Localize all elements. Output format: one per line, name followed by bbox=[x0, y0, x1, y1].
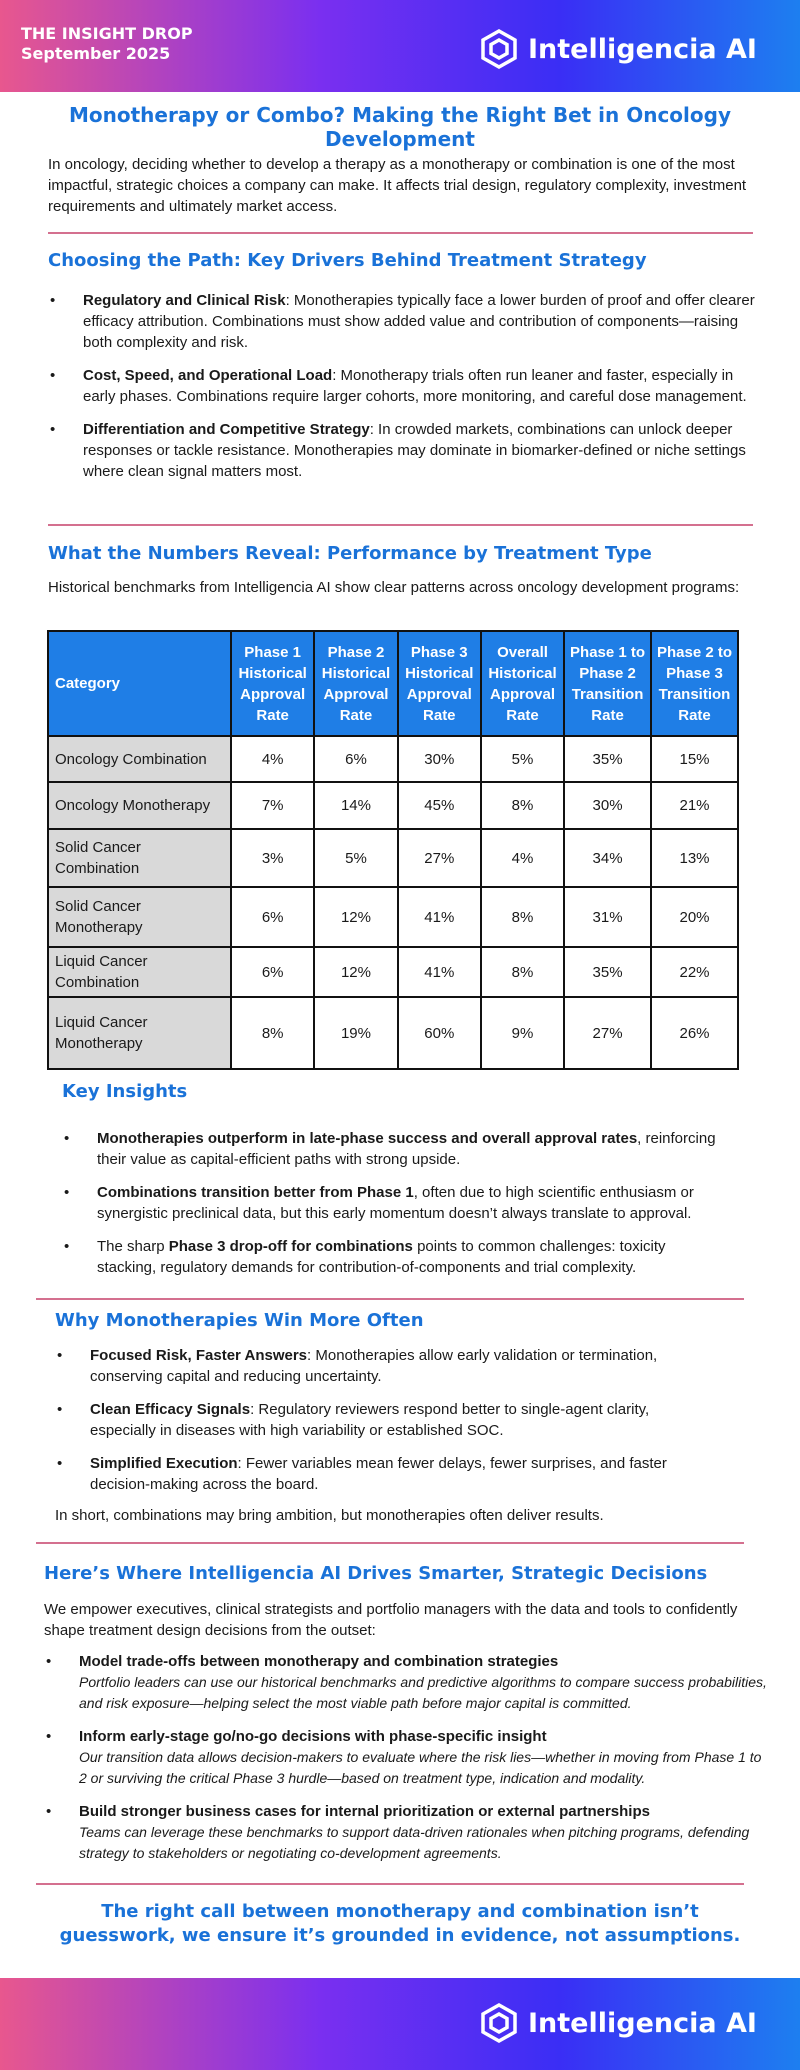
list-item: • Build stronger business cases for internal prioritization or external partnerships Teams can leverage these benchmarks to support data-driven rationales when pitching programs, defending strategy to stakeholders or negotiating co-development agreements. bbox=[46, 1803, 750, 1861]
list-item: • Clean Efficacy Signals: Regulatory reviewers respond better to single-agent clarity, especially in diseases with high variability or established SOC. bbox=[57, 1401, 650, 1439]
insights-list bbox=[62, 1128, 722, 1278]
table-cell: 8% bbox=[481, 947, 564, 997]
hexagon-logo-icon bbox=[478, 28, 520, 70]
table-cell: 41% bbox=[398, 887, 481, 947]
table-cell: 8% bbox=[481, 782, 564, 829]
page-title: Monotherapy or Combo? Making the Right Bet in Oncology Development bbox=[68, 103, 731, 151]
list-item: • Focused Risk, Faster Answers: Monotherapies allow early validation or termination, conserving capital and reducing uncertainty. bbox=[57, 1347, 658, 1385]
bullet-icon: • bbox=[64, 1238, 70, 1255]
drivers-list bbox=[48, 290, 758, 482]
table-cell: 4% bbox=[481, 829, 564, 887]
column-header: Phase 3 Historical Approval Rate bbox=[398, 631, 481, 736]
numbers-intro: Historical benchmarks from Intelligencia AI show clear patterns across oncology development programs: bbox=[48, 579, 740, 596]
row-category: Liquid Cancer Monotherapy bbox=[48, 997, 231, 1069]
table-cell: 31% bbox=[564, 887, 651, 947]
list-item: • Simplified Execution: Fewer variables mean fewer delays, fewer surprises, and faster decision-making across the board. bbox=[57, 1455, 667, 1493]
table-row bbox=[48, 736, 738, 782]
table-cell: 35% bbox=[564, 736, 651, 782]
list-item: • Model trade-offs between monotherapy and combination strategies Portfolio leaders can use our historical benchmarks and predictive algorithms to compare success probabilities, and risk exposure—helping select the most viable path before major capital is committed. bbox=[46, 1653, 767, 1711]
table-cell: 27% bbox=[398, 829, 481, 887]
bullet-icon: • bbox=[64, 1184, 70, 1201]
table-cell: 13% bbox=[651, 829, 738, 887]
table-cell: 30% bbox=[398, 736, 481, 782]
table-cell: 5% bbox=[314, 829, 397, 887]
table-row bbox=[48, 782, 738, 829]
brand-name: Intelligencia AI bbox=[528, 33, 757, 65]
table-cell: 41% bbox=[398, 947, 481, 997]
table-cell: 12% bbox=[314, 887, 397, 947]
row-category: Liquid Cancer Combination bbox=[48, 947, 231, 997]
list-item: • Cost, Speed, and Operational Load: Monotherapy trials often run leaner and faster, especially in early phases. Combinations require larger cohorts, more monitoring, and careful dose management. bbox=[50, 367, 747, 405]
table-cell: 20% bbox=[651, 887, 738, 947]
column-header: Phase 1 Historical Approval Rate bbox=[231, 631, 314, 736]
column-header: Category bbox=[48, 631, 231, 736]
column-header: Phase 1 to Phase 2 Transition Rate bbox=[564, 631, 651, 736]
bullet-icon: • bbox=[46, 1803, 52, 1820]
bullet-icon: • bbox=[64, 1130, 70, 1147]
table-cell: 14% bbox=[314, 782, 397, 829]
table-cell: 45% bbox=[398, 782, 481, 829]
divider bbox=[36, 1542, 744, 1544]
divider bbox=[48, 232, 753, 234]
table-cell: 19% bbox=[314, 997, 397, 1069]
why-list bbox=[55, 1345, 685, 1495]
bullet-icon: • bbox=[57, 1455, 63, 1472]
bullet-icon: • bbox=[57, 1347, 63, 1364]
bullet-icon: • bbox=[50, 421, 56, 438]
divider bbox=[36, 1298, 744, 1300]
bullet-icon: • bbox=[50, 367, 56, 384]
table-header-row bbox=[48, 631, 738, 736]
table-cell: 60% bbox=[398, 997, 481, 1069]
intro-paragraph: In oncology, deciding whether to develop a therapy as a monotherapy or combination is one of the most impactful, strategic choices a company can make. It affects trial design, regulatory complexity, investment requirements and ultimately market access. bbox=[48, 156, 747, 215]
list-item: • Monotherapies outperform in late-phase success and overall approval rates, reinforcing their value as capital-efficient paths with strong upside. bbox=[64, 1130, 716, 1168]
newsletter-name: THE INSIGHT DROP bbox=[21, 24, 193, 43]
table-cell: 30% bbox=[564, 782, 651, 829]
list-item: • Inform early-stage go/no-go decisions with phase-specific insight Our transition data allows decision-makers to evaluate where the risk lies—whether in moving from Phase 1 to 2 or surviving the critical Phase 3 hurdle—based on treatment type, indication and modality. bbox=[46, 1728, 762, 1786]
numbers-heading: What the Numbers Reveal: Performance by Treatment Type bbox=[48, 543, 652, 564]
brand-name: Intelligencia AI bbox=[528, 2007, 757, 2039]
bullet-icon: • bbox=[46, 1653, 52, 1670]
bullet-icon: • bbox=[50, 292, 56, 309]
list-item: • The sharp Phase 3 drop-off for combinations points to common challenges: toxicity stacking, regulatory demands for contribution-of-components and trial complexity. bbox=[64, 1238, 666, 1276]
list-item: • Regulatory and Clinical Risk: Monotherapies typically face a lower burden of proof and offer clearer efficacy attribution. Combinations must show added value and contribution of components—raising both complexity and risk. bbox=[50, 292, 755, 351]
table-cell: 8% bbox=[231, 997, 314, 1069]
column-header: Phase 2 to Phase 3 Transition Rate bbox=[651, 631, 738, 736]
drives-heading: Here’s Where Intelligencia AI Drives Smarter, Strategic Decisions bbox=[44, 1563, 708, 1584]
table-cell: 15% bbox=[651, 736, 738, 782]
newsletter-date: September 2025 bbox=[21, 44, 171, 63]
benchmark-table bbox=[47, 630, 739, 1070]
table-row bbox=[48, 997, 738, 1069]
why-heading: Why Monotherapies Win More Often bbox=[55, 1310, 424, 1331]
list-item: • Combinations transition better from Phase 1, often due to high scientific enthusiasm or synergistic preclinical data, but this early momentum doesn’t always translate to approval. bbox=[64, 1184, 694, 1222]
closing-line: guesswork, we ensure it’s grounded in evidence, not assumptions. bbox=[59, 1925, 741, 1946]
footer-logo[interactable] bbox=[478, 2002, 757, 2044]
closing-line: The right call between monotherapy and combination isn’t bbox=[101, 1901, 699, 1922]
table-cell: 5% bbox=[481, 736, 564, 782]
brand-logo[interactable] bbox=[478, 28, 757, 70]
bullet-icon: • bbox=[46, 1728, 52, 1745]
divider bbox=[36, 1883, 744, 1885]
closing-statement bbox=[0, 1900, 800, 1948]
column-header: Overall Historical Approval Rate bbox=[481, 631, 564, 736]
insights-heading: Key Insights bbox=[62, 1081, 188, 1102]
row-category: Solid Cancer Combination bbox=[48, 829, 231, 887]
why-summary: In short, combinations may bring ambition, but monotherapies often deliver results. bbox=[55, 1507, 604, 1524]
table-cell: 4% bbox=[231, 736, 314, 782]
table-cell: 21% bbox=[651, 782, 738, 829]
table-cell: 9% bbox=[481, 997, 564, 1069]
table-cell: 6% bbox=[231, 947, 314, 997]
list-item: • Differentiation and Competitive Strategy: In crowded markets, combinations can unlock deeper responses or tackle resistance. Monotherapies may dominate in biomarker-defined or niche settings where clean signal matters most. bbox=[50, 421, 746, 480]
table-cell: 7% bbox=[231, 782, 314, 829]
table-cell: 34% bbox=[564, 829, 651, 887]
table-cell: 26% bbox=[651, 997, 738, 1069]
table-cell: 6% bbox=[231, 887, 314, 947]
table-cell: 27% bbox=[564, 997, 651, 1069]
drives-list bbox=[44, 1651, 770, 1864]
row-category: Oncology Monotherapy bbox=[48, 782, 231, 829]
hexagon-logo-icon bbox=[478, 2002, 520, 2044]
drivers-heading: Choosing the Path: Key Drivers Behind Treatment Strategy bbox=[48, 250, 647, 271]
table-cell: 6% bbox=[314, 736, 397, 782]
divider bbox=[48, 524, 753, 526]
table-cell: 12% bbox=[314, 947, 397, 997]
table-cell: 3% bbox=[231, 829, 314, 887]
table-row bbox=[48, 887, 738, 947]
row-category: Solid Cancer Monotherapy bbox=[48, 887, 231, 947]
table-cell: 22% bbox=[651, 947, 738, 997]
bullet-icon: • bbox=[57, 1401, 63, 1418]
newsletter-label bbox=[21, 24, 193, 64]
column-header: Phase 2 Historical Approval Rate bbox=[314, 631, 397, 736]
table-cell: 8% bbox=[481, 887, 564, 947]
footer-banner bbox=[0, 1978, 800, 2070]
header-banner bbox=[0, 0, 800, 92]
row-category: Oncology Combination bbox=[48, 736, 231, 782]
table-cell: 35% bbox=[564, 947, 651, 997]
drives-intro: We empower executives, clinical strategists and portfolio managers with the data and tools to confidently shape treatment design decisions from the outset: bbox=[44, 1601, 738, 1639]
table-row bbox=[48, 947, 738, 997]
table-row bbox=[48, 829, 738, 887]
